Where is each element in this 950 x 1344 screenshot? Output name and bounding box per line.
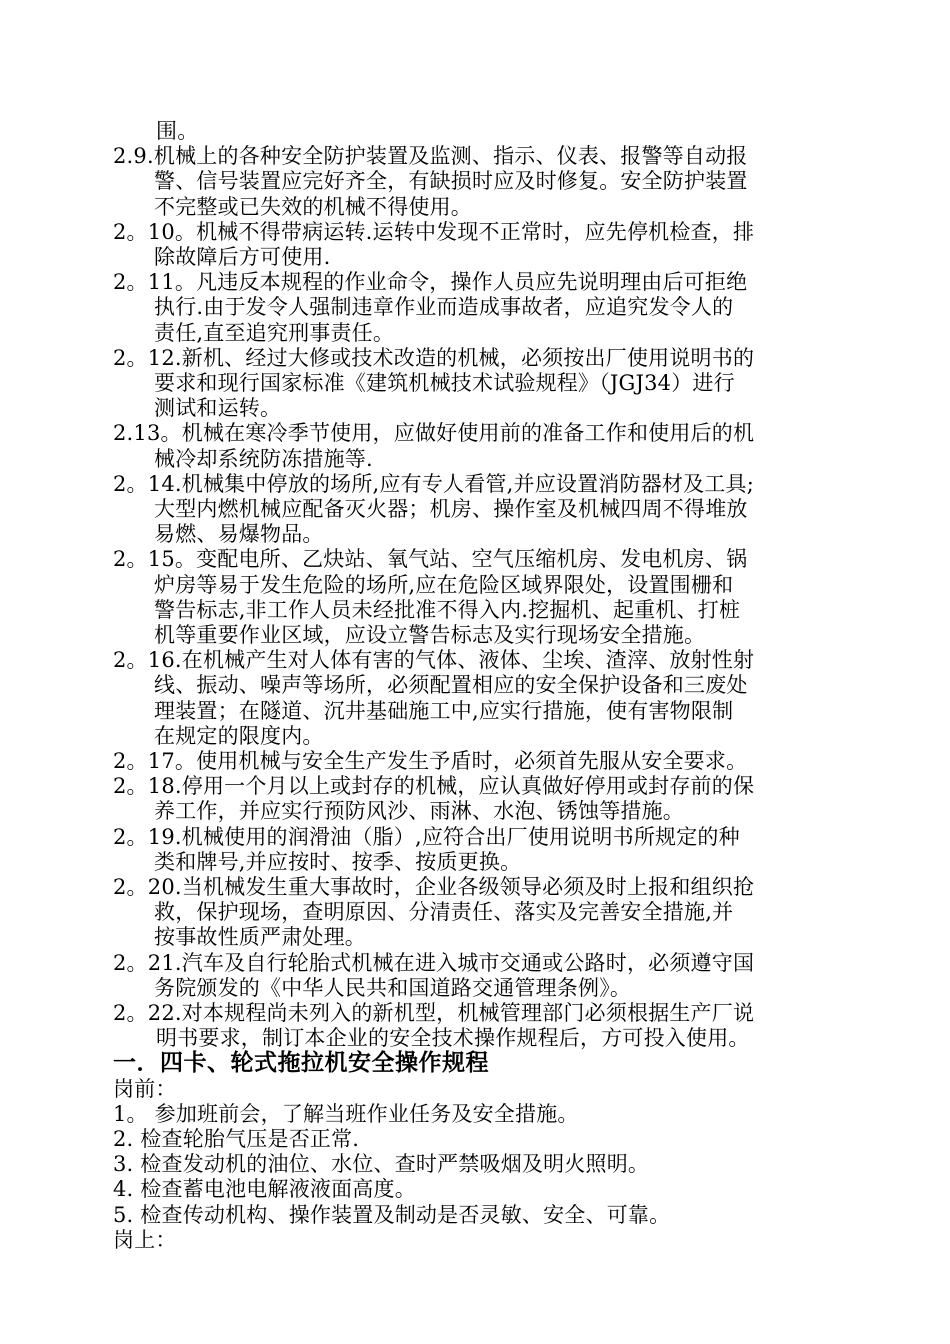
text-line: 2。22.对本规程尚未列入的新机型，机械管理部门必须根据生产厂说 <box>113 1001 755 1025</box>
text-line: 测试和运转。 <box>154 396 282 421</box>
text-line: 理装置；在隧道、沉井基础施工中,应实行措施，使有害物限制 <box>154 698 734 723</box>
text-line: 不完整或已失效的机械不得使用。 <box>154 194 472 219</box>
text-line: 务院颁发的《中华人民共和国道路交通管理条例》。 <box>154 975 632 1000</box>
text-line: 明书要求，制订本企业的安全技术操作规程后，方可投入使用。 <box>156 1026 750 1051</box>
text-line: 2.13。机械在寒冷季节使用，应做好使用前的准备工作和使用后的机 <box>113 421 755 446</box>
text-line: 炉房等易于发生危险的场所,应在危险区域界限处，设置围栅和 <box>154 572 734 597</box>
text-line: 救，保护现场，查明原因、分清责任、落实及完善安全措施,并 <box>154 900 734 925</box>
text-line: 岗上： <box>113 1227 177 1252</box>
text-line: 2。19.机械使用的润滑油（脂）,应符合出厂使用说明书所规定的种 <box>113 824 740 849</box>
text-line: 2。10。机械不得带病运转.运转中发现不正常时，应先停机检查，排 <box>113 219 755 244</box>
text-line: 2。11。凡违反本规程的作业命令，操作人员应先说明理由后可拒绝 <box>113 270 748 295</box>
text-line: 类和牌号,并应按时、按季、按质更换。 <box>154 849 522 874</box>
text-line: 警告标志,非工作人员未经批准不得入内.挖掘机、起重机、打桩 <box>154 597 741 622</box>
text-line: 2。15。变配电所、乙炔站、氧气站、空气压缩机房、发电机房、锅 <box>113 547 748 572</box>
text-line: 3. 检查发动机的油位、水位、查时严禁吸烟及明火照明。 <box>113 1152 650 1177</box>
text-line: 线、振动、噪声等场所，必须配置相应的安全保护设备和三废处 <box>154 673 748 698</box>
text-line: 大型内燃机械应配备灭火器；机房、操作室及机械四周不得堆放 <box>154 497 748 521</box>
text-line: 2.9.机械上的各种安全防护装置及监测、指示、仪表、报警等自动报 <box>113 144 748 169</box>
text-line: 2。17。使用机械与安全生产发生予盾时，必须首先服从安全要求。 <box>113 749 748 773</box>
text-line: 2。16.在机械产生对人体有害的气体、液体、尘埃、渣滓、放射性射 <box>113 648 755 673</box>
text-line: 2。18.停用一个月以上或封存的机械，应认真做好停用或封存前的保 <box>113 774 755 799</box>
text-line: 2。14.机械集中停放的场所,应有专人看管,并应设置消防器材及工具; <box>113 471 754 496</box>
text-line: 4. 检查蓄电池电解液液面高度。 <box>113 1177 416 1202</box>
text-line: 机等重要作业区域，应设立警告标志及实行现场安全措施。 <box>154 623 706 647</box>
text-line: 除故障后方可使用. <box>154 245 331 269</box>
text-line: 械冷却系统防冻措施等. <box>154 446 373 471</box>
text-line: 5. 检查传动机构、操作装置及制动是否灵敏、安全、可靠。 <box>113 1202 671 1227</box>
text-line: 1。 参加班前会，了解当班作业任务及安全措施。 <box>113 1101 579 1126</box>
text-line: 2。20.当机械发生重大事故时，企业各级领导必须及时上报和组织抢 <box>113 875 755 899</box>
text-line: 在规定的限度内。 <box>154 723 324 748</box>
text-line: 2。12.新机、经过大修或技术改造的机械，必须按出厂使用说明书的 <box>113 345 755 370</box>
text-line: 按事故性质严肃处理。 <box>154 925 366 950</box>
text-line: 执行.由于发令人强制违章作业而造成事故者，应追究发令人的 <box>154 295 734 320</box>
text-line: 责任,直至追究刑事责任。 <box>154 320 395 345</box>
text-line: 围。 <box>156 119 199 143</box>
section-heading: 一．四卡、轮式拖拉机安全操作规程 <box>113 1049 489 1077</box>
text-line: 警、信号装置应完好齐全，有缺损时应及时修复。安全防护装置 <box>154 169 748 194</box>
text-line: 要求和现行国家标准《建筑机械技术试验规程》（JGJ34）进行 <box>154 371 735 395</box>
text-line: 岗前： <box>113 1076 177 1101</box>
text-line: 易燃、易爆物品。 <box>154 522 324 547</box>
text-line: 养工作，并应实行预防风沙、雨淋、水泡、锈蚀等措施。 <box>154 799 684 824</box>
text-line: 2。21.汽车及自行轮胎式机械在进入城市交通或公路时，必须遵守国 <box>113 950 755 975</box>
text-line: 2. 检查轮胎气压是否正常. <box>113 1127 360 1151</box>
